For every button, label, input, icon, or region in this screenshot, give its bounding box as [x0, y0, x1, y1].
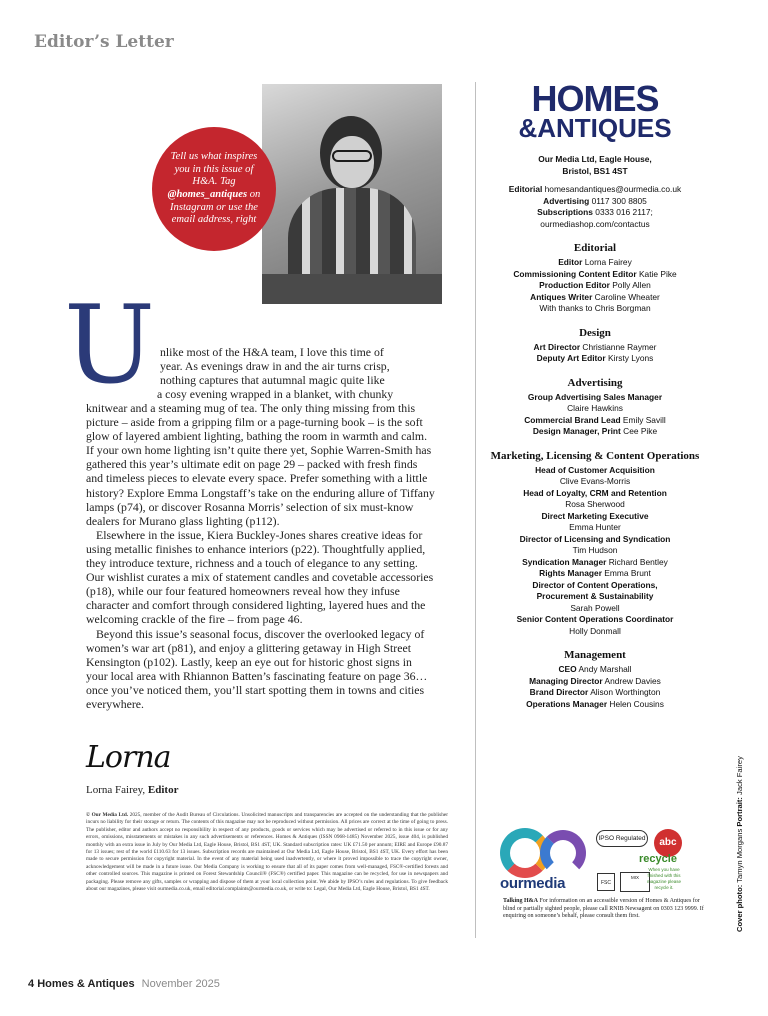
credit-name: Kirsty Lyons — [608, 353, 654, 363]
credit-line — [476, 342, 714, 354]
credit-line — [476, 353, 714, 365]
editor-role: Editor — [147, 784, 179, 796]
homes-antiques-logo — [476, 78, 714, 143]
credit-line — [476, 591, 714, 603]
paragraph-3: Beyond this issue’s seasonal focus, discover the overlooked legacy of women’s war art (p81), and enjoy a glittering getaway in High Street Kensington (p102). Lastly, keep an eye out for historic ghost signs in your local area with Rhiannon Batten’s fascinating feature on page 36… once you’ve noticed them, you’ll start spotting them in towns and cities everywhere. — [86, 626, 428, 711]
cover-name: Tamyn Morgans — [735, 828, 744, 883]
credit-role: Art Director — [533, 341, 581, 352]
page-footer — [28, 978, 220, 990]
credit-line — [476, 603, 714, 615]
credit-name: Rosa Sherwood — [565, 499, 625, 509]
legal-company: © Our Media Ltd. — [86, 812, 129, 818]
recycle-badge: recycle — [639, 853, 677, 865]
callout-text — [166, 151, 262, 227]
credit-role: Director of Content Operations, — [532, 579, 658, 590]
credit-role: Direct Marketing Executive — [541, 510, 649, 521]
contact-label: Advertising — [543, 195, 590, 206]
contact-shop-url: ourmediashop.com/contactus — [540, 218, 650, 229]
credit-role: Production Editor — [539, 280, 610, 290]
credit-line — [476, 676, 714, 688]
credit-role: Operations Manager — [526, 698, 608, 709]
credit-line — [476, 499, 714, 511]
credit-role: Commercial Brand Lead — [524, 414, 621, 425]
contact-value: 0117 300 8805 — [591, 195, 647, 206]
credit-line — [476, 687, 714, 699]
credit-line — [476, 568, 714, 580]
credit-name: Holly Donmall — [569, 625, 621, 636]
editor-signature: Lorna — [86, 740, 171, 775]
ipso-regulated-badge: IPSO Regulated — [596, 830, 648, 847]
credit-role: Antiques Writer — [530, 291, 593, 302]
callout-text-post: on Instagram or use the email address, right — [170, 189, 261, 226]
credit-name: Sarah Powell — [570, 602, 620, 613]
recycle-note: When you have finished with this magazine please recycle it. — [646, 867, 682, 890]
credit-line — [476, 488, 714, 500]
credit-line — [476, 303, 714, 315]
credit-role: Design Manager, Print — [532, 426, 621, 436]
credit-role: Director of Licensing and Syndication — [519, 533, 671, 544]
credit-line — [476, 257, 714, 269]
logo-line-1: HOMES — [531, 78, 659, 119]
logo-line-2: &ANTIQUES — [518, 113, 672, 143]
credits-heading: Editorial — [573, 242, 617, 254]
credit-line — [476, 465, 714, 477]
credit-role: Head of Customer Acquisition — [535, 464, 655, 475]
contact-label: Editorial — [508, 184, 543, 194]
credit-role: Deputy Art Editor — [536, 353, 606, 363]
credit-name: Emma Hunter — [569, 522, 621, 532]
credit-name: Claire Hawkins — [567, 403, 623, 413]
credit-role: Managing Director — [529, 675, 603, 686]
credit-name: Caroline Wheater — [594, 291, 660, 302]
publisher-address — [476, 154, 714, 177]
credit-role: Brand Director — [529, 687, 589, 697]
credit-name: Clive Evans-Morris — [559, 476, 631, 486]
credit-name: Tim Hudson — [572, 545, 618, 555]
credit-line — [476, 664, 714, 676]
page-number: 4 — [28, 978, 35, 990]
credit-role: Commissioning Content Editor — [513, 268, 637, 279]
mix-certification-badge: MIX — [620, 872, 650, 892]
page-section-title: Editor’s Letter — [34, 32, 174, 52]
credit-name: Alison Worthington — [590, 687, 661, 697]
credit-role: Rights Manager — [539, 568, 602, 578]
credit-name: Andrew Davies — [604, 675, 661, 686]
credit-line — [476, 476, 714, 488]
contact-subscriptions — [476, 207, 714, 219]
credit-name: Christianne Raymer — [582, 341, 657, 352]
talking-label: Talking H&A — [503, 898, 538, 904]
contact-value: homesandantiques@ourmedia.co.uk — [544, 184, 682, 194]
talking-ha-notice — [503, 898, 711, 921]
portrait-face — [330, 136, 374, 188]
credit-line — [476, 545, 714, 557]
fsc-badge: FSC — [597, 873, 615, 891]
lead-line-2: year. As evenings draw in and the air turns crisp, — [160, 359, 390, 373]
credit-name: Emma Brunt — [604, 568, 651, 578]
footer-date: November 2025 — [141, 978, 220, 990]
lead-line-3: nothing captures that autumnal magic quite like — [160, 373, 385, 387]
credit-name: Richard Bentley — [608, 556, 668, 567]
credit-line — [476, 511, 714, 523]
credit-line — [476, 614, 714, 626]
credit-groups — [476, 242, 714, 710]
contact-label: Subscriptions — [537, 207, 593, 217]
cover-label: Cover photo: — [735, 884, 744, 932]
contact-value: 0333 016 2117; — [595, 207, 653, 217]
credit-line — [476, 415, 714, 427]
credit-line — [476, 426, 714, 438]
credit-line — [476, 557, 714, 569]
credits-heading: Advertising — [567, 376, 623, 389]
credit-role: Syndication Manager — [522, 556, 607, 567]
credit-line — [476, 626, 714, 638]
lead-line-4: a cosy evening wrapped in a blanket, with chunky — [157, 387, 394, 401]
credit-role: Group Advertising Sales Manager — [527, 391, 663, 402]
credit-line — [476, 534, 714, 546]
editor-portrait-photo — [262, 84, 442, 304]
credit-name: Emily Savill — [622, 414, 666, 425]
credit-line — [476, 699, 714, 711]
address-line: Our Media Ltd, Eagle House, — [538, 154, 652, 164]
credit-name: Lorna Fairey — [584, 257, 632, 267]
portrait-glasses — [332, 150, 372, 162]
editor-name: Lorna Fairey, — [86, 784, 146, 796]
portrait-label: Portrait: — [735, 797, 744, 827]
letter-body — [86, 401, 436, 711]
staff-credits — [476, 154, 714, 710]
credit-role: Head of Loyalty, CRM and Retention — [523, 487, 667, 498]
credit-line — [476, 403, 714, 415]
paragraph-1: knitwear and a steaming mug of tea. The only thing missing from this picture – aside from a gripping film or a page-turning book – is the soft glow of layered ambient lighting, bathing the room in warmth and calm. If your own home lighting isn’t quite there yet, Sophie Warren-Smith has gathered this year’s ultimate edit on page 29 – packed with fresh finds and timeless pieces to elevate every space. Prefer something with a little history? Explore Emma Longstaff’s take on the enduring allure of Tiffany lamps (p74), or discover Rosanna Morris’ selection of six must-know dealers for Murano glass lighting (p112). — [86, 401, 435, 528]
credit-name: Helen Cousins — [609, 698, 664, 709]
drop-cap: U — [64, 283, 156, 408]
ourmedia-wordmark: ourmedia — [500, 875, 566, 892]
callout-text-pre: Tell us what inspires you in this issue of H&A. Tag — [170, 151, 258, 188]
credits-heading: Management — [564, 649, 626, 661]
portrait-name: Jack Fairey — [735, 756, 744, 795]
credit-line — [476, 280, 714, 292]
abc-badge: abc — [654, 829, 682, 857]
credit-name: Katie Pike — [638, 268, 677, 279]
footer-magazine: Homes & Antiques — [37, 978, 135, 990]
legal-notice — [86, 812, 448, 893]
credit-name: Polly Allen — [612, 280, 651, 290]
credits-heading: Design — [579, 326, 611, 339]
credit-name: With thanks to Chris Borgman — [539, 303, 651, 313]
credit-line — [476, 392, 714, 404]
contact-advertising — [476, 196, 714, 208]
contact-editorial — [476, 184, 714, 196]
credits-heading: Marketing, Licensing & Content Operations — [490, 449, 700, 462]
logo-arc-right — [540, 830, 586, 876]
credit-role: CEO — [558, 664, 577, 674]
editor-signoff — [86, 784, 178, 796]
instagram-callout-bubble — [152, 127, 276, 251]
credit-role: Procurement & Sustainability — [536, 591, 654, 601]
credit-line — [476, 269, 714, 281]
credit-line — [476, 580, 714, 592]
credit-role: Senior Content Operations Coordinator — [516, 614, 674, 624]
legal-text: 2025, member of the Audit Bureau of Circulations. Unsolicited manuscripts and transparencies are accepted on the understanding that the publisher incurs no liability for their storage or return. The contents of this magazine may not be reproduced without permission. All prices are correct at the time of going to press. The publisher, editor and authors accept no responsibility in respect of any products, goods or services which may be advertised or referred to in this issue or for any errors, omissions, misstatements or mistakes in any such advertisements or references. Homes & Antiques (ISSN 0968-1485) November 2025, issue 404, is published monthly with an extra issue in July by Our Media Ltd, Eagle House, Bristol, BS1 4ST, UK. Standard subscription rates: UK £71.50 per annum; EIRE and Europe £90.87 for 13 issues; rest of the world £110.63 for 13 issues. Subscription records are maintained at Our Media Ltd, Eagle House, Bristol, BS1 4ST, UK. Every effort has been made to secure permission for copyright material. In the event of any material being used inadvertently, or where it proved impossible to trace the copyright owner, acknowledgement will be made in a future issue. Our Media Company is working to ensure that all of its paper comes from well-managed, FSC®-certified forests and other controlled sources. This magazine is printed on Forest Stewardship Council® (FSC®) certified paper. This magazine can be recycled, for use in newspapers and packaging. Please remove any gifts, samples or wrapping and dispose of them at your local collection point. We abide by IPSO’s rules and regulations. To give feedback about our magazines, please visit ourmedia.co.uk, email editorial.complaints@ourmedia.co.uk, or write to: Legal, Our Media Ltd, Eagle House, Bristol, BS1 4ST. — [86, 812, 448, 893]
credit-line — [476, 522, 714, 534]
address-line: Bristol, BS1 4ST — [562, 165, 628, 176]
portrait-table — [262, 274, 442, 304]
instagram-handle: @homes_antiques — [167, 189, 248, 200]
talking-text: For information on an accessible version of Homes & Antiques for blind or partially sighted people, please call RNIB Newsagent on 0303 123 9999. If enquiring on someone’s behalf, please consult them first. — [503, 898, 704, 920]
credit-name: Andy Marshall — [578, 664, 632, 674]
cover-photo-credit — [735, 756, 744, 932]
credit-role: Editor — [558, 257, 583, 267]
credit-line — [476, 292, 714, 304]
paragraph-2: Elsewhere in the issue, Kiera Buckley-Jones shares creative ideas for using metallic finishes to enhance interiors (p22). Thoughtfully applied, they introduce texture, richness and a touch of elegance to any setting. Our wishlist curates a mix of statement candles and covetable accessories (p18), while our four featured homeowners reveal how they infuse character and comfort through considered lighting, layered hues and the welcoming crackle of the fire – from page 46. — [86, 527, 434, 627]
credit-name: Cee Pike — [623, 426, 658, 436]
lead-line-1: nlike most of the H&A team, I love this time of — [160, 345, 384, 359]
